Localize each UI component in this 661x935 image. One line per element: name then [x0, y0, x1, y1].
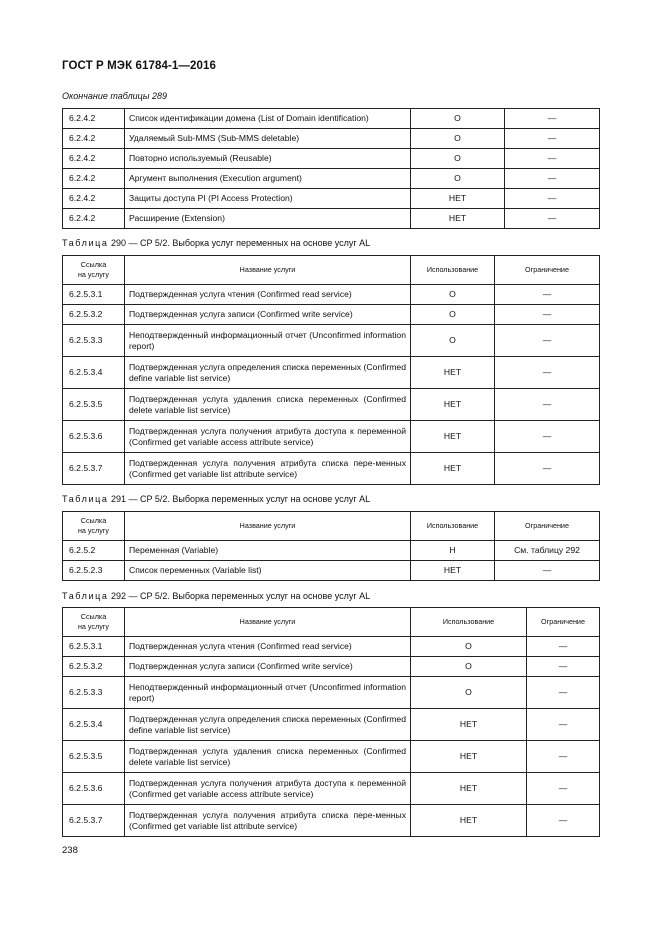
table-word: Таблица [62, 591, 109, 601]
table-290 [62, 255, 600, 485]
header-ref-line2: на услугу [77, 622, 110, 631]
table-row [63, 637, 600, 657]
table-row [63, 709, 600, 741]
limit-cell: — [505, 109, 600, 129]
limit-cell: — [495, 561, 600, 581]
usage-cell: НЕТ [411, 389, 495, 421]
service-name-cell: Подтвержденная услуга определения списка переменных (Confirmed define variable list service) [125, 357, 411, 389]
table-row [63, 129, 600, 149]
limit-cell: — [505, 129, 600, 149]
header-usage: Использование [411, 512, 495, 541]
limit-cell: — [527, 805, 600, 837]
ref-cell: 6.2.4.2 [63, 189, 125, 209]
limit-cell: — [505, 149, 600, 169]
header-ref-line1: Ссылка [80, 260, 107, 269]
service-name-cell: Подтвержденная услуга получения атрибута доступа к переменной (Confirmed get variable access attribute service) [125, 773, 411, 805]
service-name-cell: Подтвержденная услуга определения списка переменных (Confirmed define variable list service) [125, 709, 411, 741]
usage-cell: НЕТ [411, 209, 505, 229]
limit-cell: — [495, 305, 600, 325]
usage-cell: НЕТ [411, 421, 495, 453]
limit-cell: — [495, 357, 600, 389]
table-row [63, 285, 600, 305]
usage-cell: НЕТ [411, 357, 495, 389]
header-name: Название услуги [125, 608, 411, 637]
header-ref [63, 512, 125, 541]
service-name-cell: Аргумент выполнения (Execution argument) [125, 169, 411, 189]
table-row [63, 189, 600, 209]
limit-cell: — [495, 453, 600, 485]
table-290-caption [62, 238, 370, 248]
table-289-caption: Окончание таблицы 289 [62, 91, 167, 101]
service-name-cell: Неподтвержденный информационный отчет (Unconfirmed information report) [125, 677, 411, 709]
limit-cell: — [527, 709, 600, 741]
ref-cell: 6.2.4.2 [63, 149, 125, 169]
usage-cell: НЕТ [411, 561, 495, 581]
usage-cell: НЕТ [411, 453, 495, 485]
limit-cell: — [527, 741, 600, 773]
table-291-caption [62, 494, 370, 504]
ref-cell: 6.2.5.3.4 [63, 357, 125, 389]
limit-cell: — [505, 169, 600, 189]
table-word: Таблица [62, 494, 109, 504]
table-row [63, 325, 600, 357]
limit-cell: — [495, 389, 600, 421]
limit-cell: — [495, 421, 600, 453]
ref-cell: 6.2.5.3.3 [63, 677, 125, 709]
limit-cell: — [527, 677, 600, 709]
usage-cell: O [411, 637, 527, 657]
limit-cell: — [505, 209, 600, 229]
table-289 [62, 108, 600, 229]
caption-text: 290 — CP 5/2. Выборка услуг переменных на основе услуг AL [108, 238, 371, 248]
caption-text: 292 — CP 5/2. Выборка переменных услуг на основе услуг AL [108, 591, 371, 601]
service-name-cell: Подтвержденная услуга получения атрибута списка пере-менных (Confirmed get variable list attribute service) [125, 453, 411, 485]
header-ref [63, 608, 125, 637]
usage-cell: O [411, 305, 495, 325]
table-row [63, 561, 600, 581]
service-name-cell: Подтвержденная услуга записи (Confirmed write service) [125, 657, 411, 677]
header-limit: Ограничение [527, 608, 600, 637]
usage-cell: O [411, 677, 527, 709]
usage-cell: O [411, 657, 527, 677]
ref-cell: 6.2.5.3.5 [63, 389, 125, 421]
ref-cell: 6.2.5.3.6 [63, 773, 125, 805]
limit-cell: — [527, 773, 600, 805]
table-row [63, 421, 600, 453]
service-name-cell: Подтвержденная услуга удаления списка переменных (Confirmed delete variable list service) [125, 741, 411, 773]
ref-cell: 6.2.5.3.7 [63, 453, 125, 485]
header-ref [63, 256, 125, 285]
table-row [63, 389, 600, 421]
table-row [63, 169, 600, 189]
usage-cell: НЕТ [411, 773, 527, 805]
usage-cell: НЕТ [411, 805, 527, 837]
table-row [63, 149, 600, 169]
ref-cell: 6.2.5.3.2 [63, 657, 125, 677]
service-name-cell: Подтвержденная услуга записи (Confirmed write service) [125, 305, 411, 325]
document-header-title: ГОСТ Р МЭК 61784-1—2016 [62, 60, 216, 72]
ref-cell: 6.2.5.3.2 [63, 305, 125, 325]
service-name-cell: Список идентификации домена (List of Domain identification) [125, 109, 411, 129]
service-name-cell: Удаляемый Sub-MMS (Sub-MMS deletable) [125, 129, 411, 149]
header-ref-line1: Ссылка [80, 516, 107, 525]
table-header-row [63, 512, 600, 541]
table-row [63, 805, 600, 837]
service-name-cell: Подтвержденная услуга удаления списка переменных (Confirmed delete variable list service) [125, 389, 411, 421]
service-name-cell: Защиты доступа PI (PI Access Protection) [125, 189, 411, 209]
caption-text: 291 — CP 5/2. Выборка переменных услуг на основе услуг AL [108, 494, 371, 504]
page-number: 238 [62, 845, 78, 856]
limit-cell: — [527, 657, 600, 677]
header-ref-line2: на услугу [77, 526, 110, 535]
usage-cell: O [411, 149, 505, 169]
limit-cell: — [495, 285, 600, 305]
header-usage: Использование [411, 608, 527, 637]
ref-cell: 6.2.5.3.1 [63, 637, 125, 657]
usage-cell: O [411, 169, 505, 189]
limit-cell: — [495, 325, 600, 357]
limit-cell: См. таблицу 292 [495, 541, 600, 561]
service-name-cell: Подтвержденная услуга чтения (Confirmed read service) [125, 637, 411, 657]
ref-cell: 6.2.5.3.3 [63, 325, 125, 357]
service-name-cell: Список переменных (Variable list) [125, 561, 411, 581]
ref-cell: 6.2.5.3.1 [63, 285, 125, 305]
header-usage: Использование [411, 256, 495, 285]
header-ref-line1: Ссылка [80, 612, 107, 621]
ref-cell: 6.2.5.3.5 [63, 741, 125, 773]
service-name-cell: Неподтвержденный информационный отчет (Unconfirmed information report) [125, 325, 411, 357]
service-name-cell: Повторно используемый (Reusable) [125, 149, 411, 169]
table-292-caption [62, 591, 370, 601]
table-row [63, 677, 600, 709]
ref-cell: 6.2.4.2 [63, 169, 125, 189]
service-name-cell: Подтвержденная услуга получения атрибута списка пере-менных (Confirmed get variable list attribute service) [125, 805, 411, 837]
service-name-cell: Подтвержденная услуга получения атрибута доступа к переменной (Confirmed get variable access attribute service) [125, 421, 411, 453]
ref-cell: 6.2.5.2 [63, 541, 125, 561]
table-row [63, 109, 600, 129]
header-ref-line2: на услугу [77, 270, 110, 279]
header-limit: Ограничение [495, 256, 600, 285]
table-word: Таблица [62, 238, 109, 248]
service-name-cell: Переменная (Variable) [125, 541, 411, 561]
header-name: Название услуги [125, 512, 411, 541]
ref-cell: 6.2.5.2.3 [63, 561, 125, 581]
usage-cell: Н [411, 541, 495, 561]
ref-cell: 6.2.4.2 [63, 209, 125, 229]
table-292 [62, 607, 600, 837]
service-name-cell: Подтвержденная услуга чтения (Confirmed read service) [125, 285, 411, 305]
usage-cell: O [411, 285, 495, 305]
usage-cell: O [411, 129, 505, 149]
table-row [63, 305, 600, 325]
usage-cell: НЕТ [411, 189, 505, 209]
table-row [63, 541, 600, 561]
table-row [63, 453, 600, 485]
ref-cell: 6.2.5.3.6 [63, 421, 125, 453]
usage-cell: O [411, 109, 505, 129]
ref-cell: 6.2.5.3.4 [63, 709, 125, 741]
ref-cell: 6.2.4.2 [63, 129, 125, 149]
header-name: Название услуги [125, 256, 411, 285]
header-limit: Ограничение [495, 512, 600, 541]
table-row [63, 209, 600, 229]
table-291 [62, 511, 600, 581]
ref-cell: 6.2.4.2 [63, 109, 125, 129]
service-name-cell: Расширение (Extension) [125, 209, 411, 229]
table-header-row [63, 608, 600, 637]
table-header-row [63, 256, 600, 285]
table-row [63, 657, 600, 677]
ref-cell: 6.2.5.3.7 [63, 805, 125, 837]
table-row [63, 773, 600, 805]
usage-cell: НЕТ [411, 709, 527, 741]
usage-cell: O [411, 325, 495, 357]
limit-cell: — [527, 637, 600, 657]
usage-cell: НЕТ [411, 741, 527, 773]
limit-cell: — [505, 189, 600, 209]
table-row [63, 741, 600, 773]
table-row [63, 357, 600, 389]
